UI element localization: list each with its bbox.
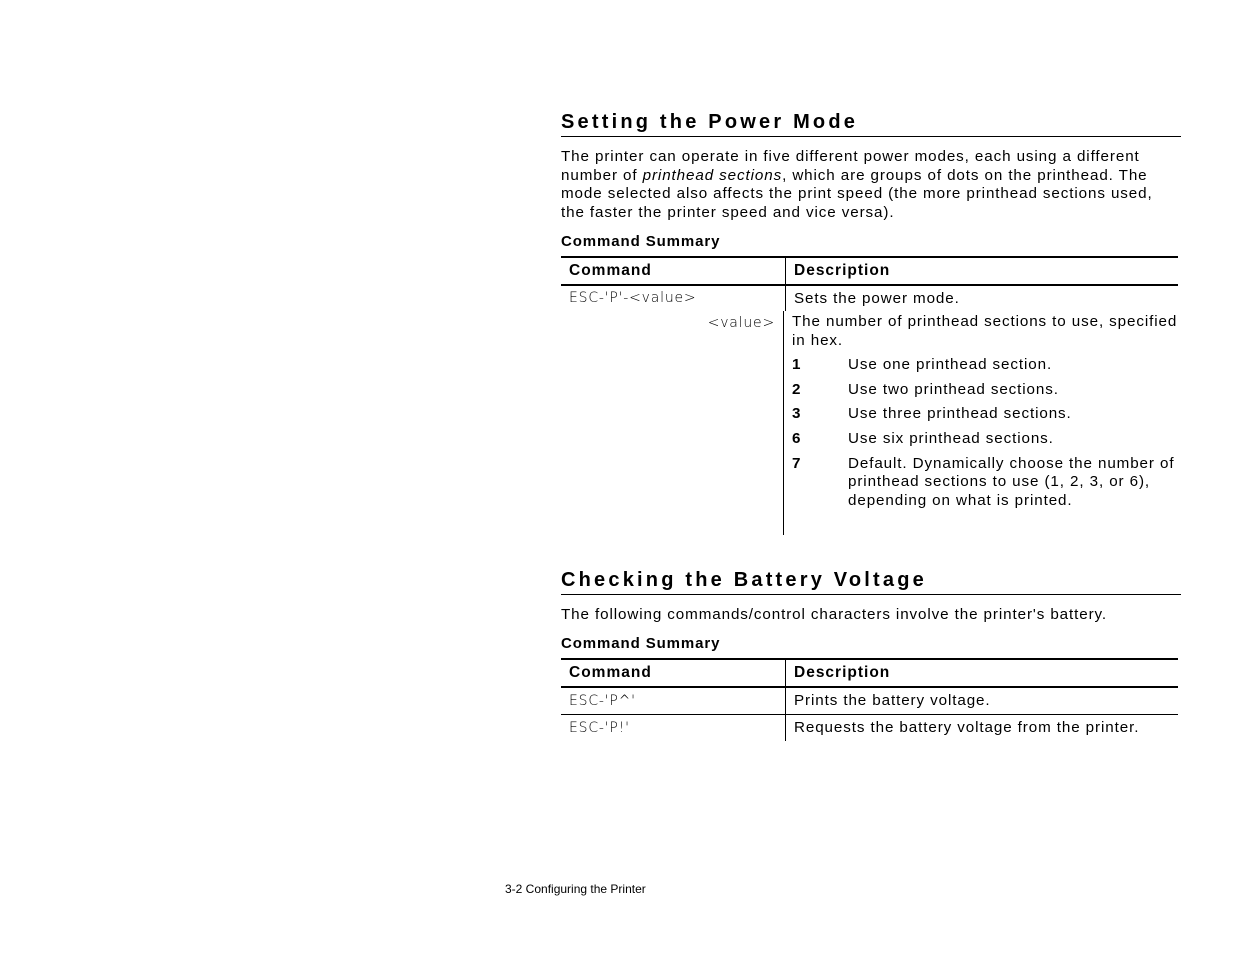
intro-text-end: , which are groups of dots on the printhead. The mode selected also affects the print speed (the more printhead sections used, the faster the printer speed and vice versa). [561, 166, 1153, 221]
value-number: 3 [792, 405, 802, 423]
battery-table [561, 658, 1178, 741]
command-summary-label: Command Summary [561, 635, 721, 652]
value-number: 1 [792, 356, 802, 374]
header-description: Description [794, 664, 891, 681]
header-command: Command [561, 258, 786, 284]
command-cell: <value> [561, 311, 784, 535]
table-header [561, 660, 1178, 688]
value-text: Use one printhead section. [848, 356, 1053, 374]
section-intro-power-mode [561, 148, 1181, 222]
header-command: Command [561, 660, 786, 686]
value-number: 6 [792, 429, 802, 447]
table-row [561, 688, 1178, 715]
table-row [561, 286, 1178, 311]
value-item [792, 455, 1178, 511]
description-cell: Requests the battery voltage from the printer. [794, 719, 1140, 736]
value-number: 7 [792, 454, 802, 472]
value-text: Use two printhead sections. [848, 380, 1059, 398]
value-text: Default. Dynamically choose the number of printhead sections to use (1, 2, 3, or 6), depending on what is printed. [848, 454, 1175, 509]
table-row [561, 715, 1178, 741]
command-cell: ESC-'P^' [561, 688, 786, 714]
power-mode-table [561, 256, 1178, 535]
command-summary-label: Command Summary [561, 233, 721, 250]
section-heading-battery-voltage: Checking the Battery Voltage [561, 568, 1181, 595]
command-cell: ESC-'P!' [561, 715, 786, 741]
table-header [561, 258, 1178, 286]
value-item [792, 356, 1178, 375]
value-number: 2 [792, 380, 802, 398]
header-description: Description [794, 262, 891, 279]
description-cell: Prints the battery voltage. [794, 692, 991, 709]
value-item [792, 430, 1178, 449]
page-footer: 3-2 Configuring the Printer [505, 882, 646, 896]
intro-text-italic: printhead sections [642, 166, 783, 184]
value-item [792, 405, 1178, 424]
value-text: Use six printhead sections. [848, 429, 1054, 447]
section-intro-battery: The following commands/control characters involve the printer's battery. [561, 606, 1108, 623]
value-item [792, 381, 1178, 400]
table-row [561, 311, 1178, 535]
intro-text-start: The printer can operate in five different power modes, each using a different number of [561, 148, 1140, 184]
description-cell [784, 311, 1178, 535]
value-text: Use three printhead sections. [848, 405, 1072, 423]
description-cell: Sets the power mode. [794, 290, 960, 307]
value-description: The number of printhead sections to use, specified in hex. [792, 313, 1178, 349]
command-cell: ESC-'P'-<value> [561, 286, 786, 311]
section-heading-power-mode: Setting the Power Mode [561, 110, 1181, 137]
